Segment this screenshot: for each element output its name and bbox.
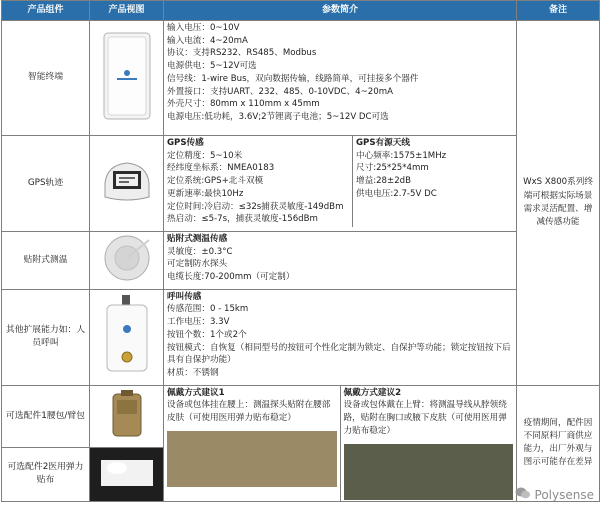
gps-sensor-title: GPS传感	[167, 138, 204, 148]
terminal-name: 智能终端	[2, 21, 90, 136]
gps-antenna-param: 中心频率:1575±1MHz	[356, 150, 447, 161]
acc2-name: 可选配件2医用弹力贴布	[2, 447, 90, 501]
wear-suggestion-2	[340, 386, 517, 501]
gps-sensor-param: 定位系统:GPS+北斗双模	[167, 176, 264, 187]
gps-sensor-param: 更新速率:最快10Hz	[167, 188, 244, 199]
acc1-name: 可选配件1腰包/臂包	[2, 385, 90, 447]
terminal-device-icon	[100, 29, 154, 123]
waist-wear-photo	[167, 431, 337, 487]
terminal-param: 信号线：1-wire Bus，双向数据传输，线路简单，可挂接多个器件	[167, 73, 419, 84]
gps-antenna-title: GPS有源天线	[356, 138, 410, 148]
temp-title: 贴附式测温传感	[167, 234, 228, 244]
call-param: 按钮模式：自恢复（相同型号的按钮可个性化定制为锁定、自保护等功能；锁定按钮按下后具有自保护功能）	[167, 342, 511, 366]
temp-param: 灵敏度：±0.3°C	[167, 246, 233, 257]
gps-image	[90, 136, 164, 232]
gps-params	[164, 136, 517, 232]
terminal-param: 电源电压:低功耗，3.6V;2节锂离子电池；5~12V DC可选	[167, 112, 389, 123]
gps-antenna-param: 尺寸:25*25*4mm	[356, 163, 429, 174]
call-param: 材质：不锈钢	[167, 368, 219, 379]
header-component: 产品组件	[2, 1, 90, 21]
row-acc1	[2, 385, 600, 447]
call-title: 呼叫传感	[167, 291, 202, 302]
gps-sensor-param: 经纬度坐标系：NMEA0183	[167, 163, 275, 174]
acc2-image	[90, 447, 164, 501]
product-spec-table	[1, 0, 600, 502]
header-notes: 备注	[517, 1, 600, 21]
header-params: 参数简介	[164, 1, 517, 21]
acc1-image	[90, 385, 164, 447]
elastic-tape-icon	[97, 450, 157, 494]
note-supply: 疫情期间，配件因不同原料厂商供应能力，出厂外观与图示可能存在差异	[517, 385, 600, 501]
terminal-param: 外壳尺寸：80mm x 110mm x 45mm	[167, 99, 320, 110]
temp-param: 电缆长度:70-200mm（可定制）	[167, 272, 295, 283]
call-param: 工作电压：3.3V	[167, 317, 230, 328]
gps-name: GPS轨迹	[2, 136, 90, 232]
gps-sensor-param: 定位时间:冷启动：≤32s捕获灵敏度-149dBm	[167, 201, 344, 212]
call-image	[90, 289, 164, 385]
temp-image	[90, 232, 164, 290]
header-row	[2, 1, 600, 21]
terminal-param: 输入电流：4~20mA	[167, 35, 248, 46]
terminal-image	[90, 21, 164, 136]
wear-suggestion-1	[164, 386, 340, 501]
gps-sensor-param: 热启动：≤5-7s，捕获灵敏度-156dBm	[167, 214, 318, 225]
temp-sensor-icon	[99, 232, 155, 284]
terminal-param: 输入电压：0~10V	[167, 23, 240, 33]
call-param: 按钮个数：1个或2个	[167, 329, 247, 340]
call-name: 其他扩展能力如：人员呼叫	[2, 289, 90, 385]
terminal-param: 电源供电：5~12V可选	[167, 61, 257, 72]
arm-wear-photo	[344, 444, 514, 500]
wear-suggestions	[164, 385, 517, 501]
gps-sensor-block	[164, 136, 352, 227]
waist-pouch-icon	[107, 388, 147, 440]
watermark-text: Polysense	[534, 487, 594, 502]
call-params	[164, 289, 517, 385]
call-button-device-icon	[99, 293, 155, 377]
header-view: 产品视图	[90, 1, 164, 21]
gps-antenna-param: 供电电压:2.7-5V DC	[356, 188, 437, 199]
gps-module-icon	[97, 153, 157, 209]
wear1-title: 佩戴方式建议1	[167, 387, 225, 398]
watermark	[515, 486, 594, 503]
gps-sensor-param: 定位精度：5~10米	[167, 150, 243, 161]
terminal-param: 外置接口：支持UART、232、485、0-10VDC、4~20mA	[167, 86, 393, 97]
row-terminal	[2, 21, 600, 136]
temp-params	[164, 232, 517, 290]
terminal-params	[164, 21, 517, 136]
note-config: WxS X800系列终端可根据实际场景需求灵活配置、增减传感功能	[517, 21, 600, 386]
gps-antenna-param: 增益:28±2dB	[356, 176, 412, 187]
temp-param: 可定制防水探头	[167, 259, 228, 270]
row-temp	[2, 232, 600, 290]
terminal-param: 协议：支持RS232、RS485、Modbus	[167, 48, 317, 59]
wear2-title: 佩戴方式建议2	[343, 387, 402, 398]
row-call	[2, 289, 600, 385]
temp-name: 贴附式测温	[2, 232, 90, 290]
wear2-text: 设备或包体戴在上臂：将测温导线从脖领绕路，贴附在胸口或腋下皮肤（可使用医用弹力贴布稳定）	[343, 400, 507, 436]
wear1-text: 设备或包体挂在腰上：测温探头贴附在腰部皮肤（可使用医用弹力贴布稳定）	[167, 400, 331, 424]
gps-antenna-block	[352, 136, 516, 227]
wechat-icon	[515, 486, 531, 503]
row-gps	[2, 136, 600, 232]
call-param: 传感范围：0 - 15km	[167, 304, 249, 315]
